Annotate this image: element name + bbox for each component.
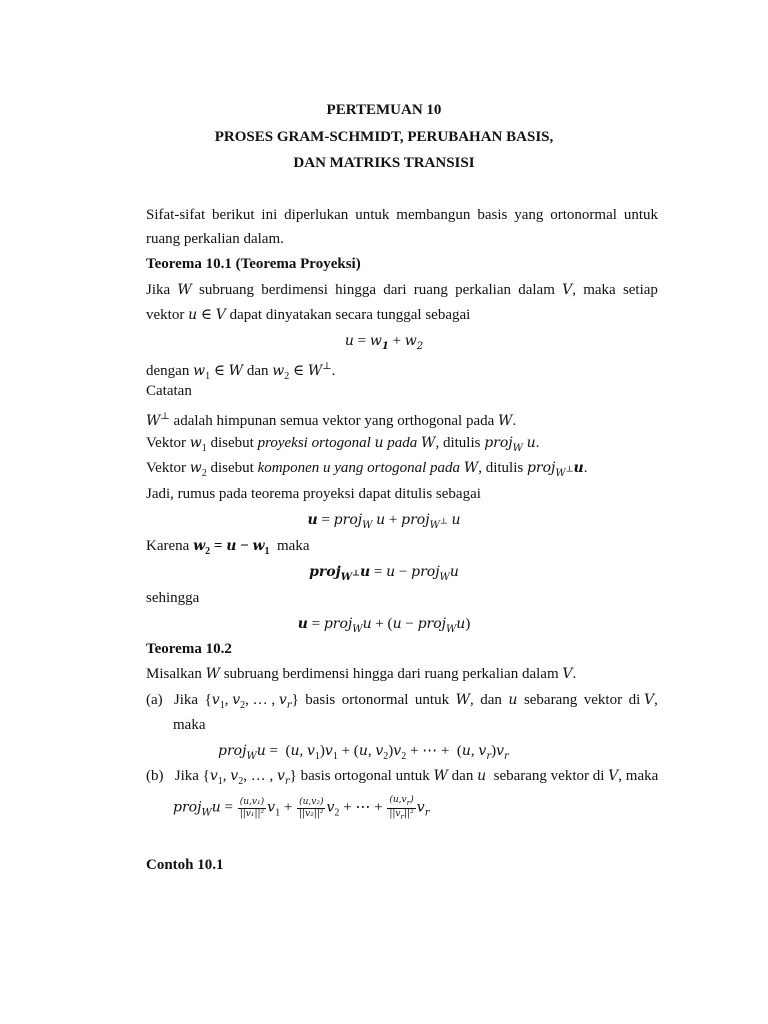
- part-b-line-1: (b) Jika {$v_1$, $v_2$, … , $v_r$} basis ortogonal untuk W dan u sebarang vektor di V, maka: [146, 768, 659, 787]
- theorem-10-1-statement-line-2: vektor u ∈ V dapat dinyatakan secara tunggal sebagai: [146, 307, 471, 323]
- part-a-line-2: maka: [173, 717, 206, 733]
- theorem-10-1-statement-line-1: [146, 280, 658, 300]
- equation-orthogonal-component: proj$_{W^\perp}$u = u − proj$_W$u: [309, 564, 459, 583]
- page-title-line-1: PROSES GRAM-SCHMIDT, PERUBAHAN BASIS,: [214, 129, 554, 145]
- equation-final: u = proj$_W$u + (u − proj$_W$u): [297, 616, 471, 635]
- note-label: Catatan: [146, 383, 192, 399]
- equation-projection-sum: u = proj$_W$ u + proj$_{W^\perp}$ u: [307, 512, 461, 531]
- statement-rendered: Jika W subruang berdimensi hingga dari ruang perkalian dalam V, maka setiap: [146, 282, 658, 298]
- note-line-3: Vektor $w_2$ disebut komponen u yang ortogonal pada W, ditulis proj$_{W^\perp}$u.: [146, 460, 588, 479]
- theorem-10-1-heading: Teorema 10.1 (Teorema Proyeksi): [146, 256, 361, 272]
- equation-decomposition: $u = w_1 + w_2$: [344, 333, 424, 352]
- intro-line-1: Sifat-sifat berikut ini diperlukan untuk membangun basis yang ortonormal untuk: [146, 207, 658, 223]
- page-title-line-2: DAN MATRIKS TRANSISI: [293, 155, 475, 171]
- meeting-heading: PERTEMUAN 10: [326, 102, 442, 118]
- theorem-10-2-intro: Misalkan W subruang berdimensi hingga dari ruang perkalian dalam V.: [146, 666, 577, 682]
- intro-line-2: ruang perkalian dalam.: [146, 231, 284, 247]
- formula-intro: Jadi, rumus pada teorema proyeksi dapat ditulis sebagai: [146, 486, 481, 502]
- hence-label: sehingga: [146, 590, 200, 606]
- example-10-1-heading: Contoh 10.1: [146, 857, 224, 873]
- part-a-line-1: (a) Jika {$v_1$, $v_2$, … , $v_r$} basis ortonormal untuk W, dan u sebarang vektor di V,: [146, 692, 658, 711]
- membership-line: dengan $w_1$ ∈ W dan $w_2$ ∈ W⊥.: [146, 361, 336, 382]
- note-line-2: Vektor $w_1$ disebut proyeksi ortogonal u pada W, ditulis proj$_W$ u.: [146, 435, 540, 454]
- equation-orthonormal-projection: proj$_W$u = (u, $v_1)v_1 + (u$, $v_2)v_2$ + ⋯ + (u, $v_r)v_r$: [218, 743, 509, 762]
- note-line-1: W⊥ adalah himpunan semua vektor yang orthogonal pada W.: [146, 411, 517, 429]
- since-line: Karena $w_2 = u - w_1$ maka: [146, 538, 310, 557]
- theorem-10-2-heading: Teorema 10.2: [146, 641, 232, 657]
- equation-orthogonal-projection: proj$_W$u = $\frac{\text{(u,v₁)}}{\text{||v₁||²}}$ $v_1$ + $\frac{\text{(u,v₂)}}{\text{||v₂||²}}$ $v_2$ + ⋯ + $\frac{(u,v_r)}{||v_r||^2}$ $v_r$: [173, 795, 430, 821]
